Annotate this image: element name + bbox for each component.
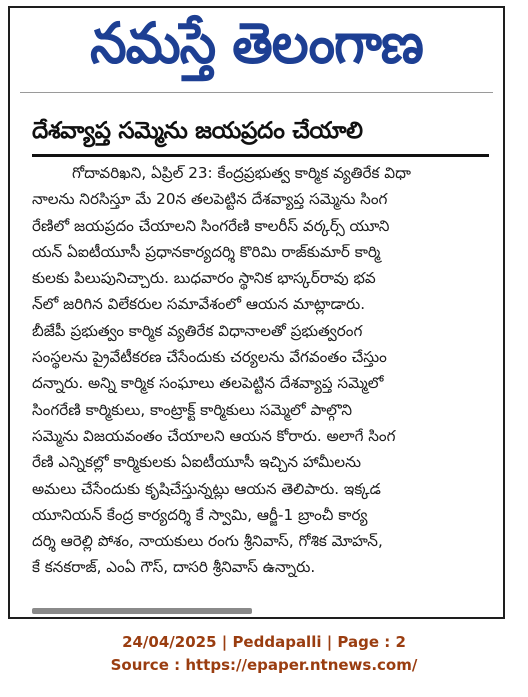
article-headline: దేశవ్యాప్త సమ్మెను జయప్రదం చేయాలి [32, 118, 363, 144]
article-line: కే కనకరాజ్, ఎంఏ గౌస్, దాసరి శ్రీనివాస్ ఉన్నారు. [32, 558, 316, 577]
cropped-next-headline [32, 602, 252, 619]
article-line: యన్ ఏఐటీయూసీ ప్రధానకార్యదర్శి కొరిమి రాజ్‌కుమార్ కార్మి [32, 242, 381, 261]
article-line: దర్శి ఆరెల్లి పోశం, నాయకులు రంగు శ్రీనివాస్, గోశిక మోహన్, [32, 532, 383, 551]
article-line: రేణి ఎన్నికల్లో కార్మికులకు ఏఐటీయూసీ ఇచ్చిన హామీలను [32, 453, 361, 472]
masthead [10, 8, 503, 80]
article-line: గోదావరిఖని, ఏప్రిల్ 23: కేంద్రప్రభుత్వ కార్మిక వ్యతిరేక విధా [72, 164, 411, 182]
article-line: సింగరేణి కార్మికులు, కాంట్రాక్ట్ కార్మికులు సమ్మెలో పాల్గొని [32, 400, 353, 419]
article-line: సమ్మెను విజయవంతం చేయాలని ఆయన కోరారు. అలాగే సింగ [32, 426, 396, 445]
headline-rule [32, 154, 489, 157]
article-body [32, 160, 489, 581]
article-line: సంస్థలను ప్రైవేటీకరణ చేసేందుకు చర్యలను వేగవంతం చేస్తుం [32, 348, 387, 367]
article-line: రేణిలో జయప్రదం చేయాలని సింగరేణి కాలరీస్ వర్కర్స్ యూని [32, 216, 390, 235]
footer-date-edition-page: 24/04/2025 | Peddapalli | Page : 2 [122, 633, 406, 651]
article-line: దన్నారు. అన్ని కార్మిక సంఘాలు తలపెట్టిన దేశవ్యాప్త సమ్మెలో [32, 374, 384, 393]
article-line: కులకు పిలుపునిచ్చారు. బుధవారం స్థానిక భాస్కర్‌రావు భవ [32, 269, 376, 288]
article-line: బీజేపీ ప్రభుత్వం కార్మిక వ్యతిరేక విధానాలతో ప్రభుత్వరంగ [32, 321, 363, 340]
article-line: నాలను నిరసిస్తూ మే 20న తలపెట్టిన దేశవ్యాప్త సమ్మెను సింగ [32, 190, 388, 209]
footer-source: Source : https://epaper.ntnews.com/ [110, 656, 418, 674]
newspaper-clipping [8, 6, 505, 619]
article-line: అమలు చేసేందుకు కృషిచేస్తున్నట్లు ఆయన తెలిపారు. ఇక్కడ [32, 479, 381, 498]
article-line: న్‌లో జరిగిన విలేకరుల సమావేశంలో ఆయన మాట్లాడారు. [32, 295, 366, 314]
masthead-divider [20, 92, 493, 93]
masthead-title: నమస్తే తెలంగాణ [90, 11, 423, 77]
article-line: యూనియన్ కేంద్ర కార్యదర్శి కే స్వామి, ఆర్జీ-1 బ్రాంచీ కార్య [32, 505, 368, 524]
